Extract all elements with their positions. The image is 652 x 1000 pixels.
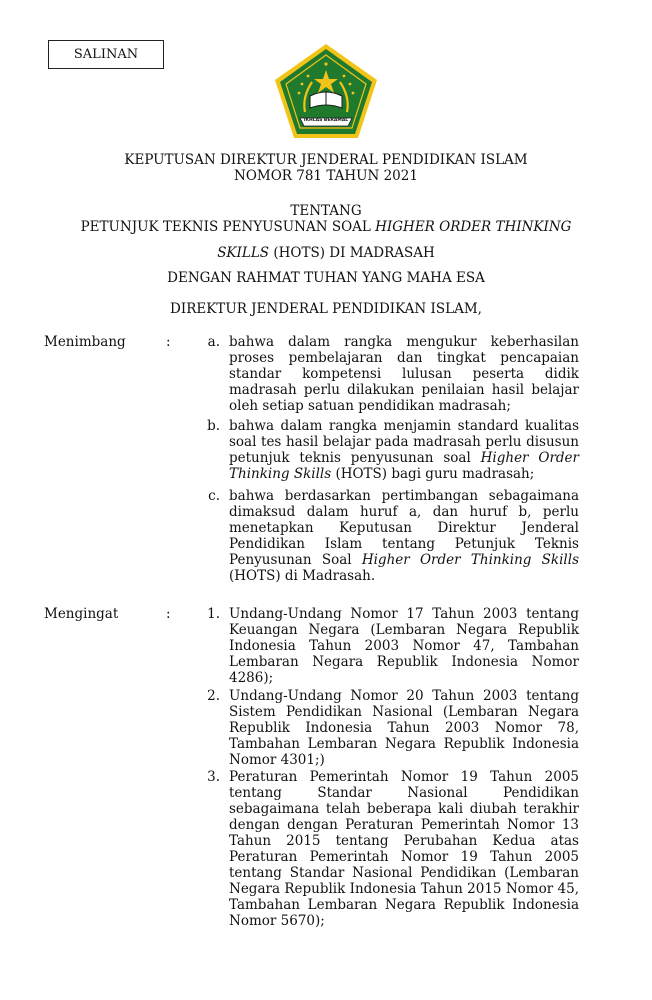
text-part: bahwa berdasarkan pertimbangan sebagaimana dimaksud dalam huruf a, dan huruf b, perlu menetapkan Keputusan Direktur Jenderal Pendidikan Islam tentang Petunjuk Teknis Penyusunan Soal bbox=[229, 488, 579, 568]
item-text: Peraturan Pemerintah Nomor 19 Tahun 2005 tentang Standar Nasional Pendidikan sebagaimana telah beberapa kali diubah terakhir dengan dengan Peraturan Pemerintah Nomor 13 Tahun 2015 tentang Perubahan Kedua atas Peraturan Pemerintah Nomor 19 Tahun 2005 tentang Standar Nasional Pendidikan (Lembaran Negara Republik Indonesia Tahun 2015 Nomor 45, Tambahan Lembaran Negara Republik Indonesia Nomor 5670); bbox=[229, 769, 579, 929]
decree-number: NOMOR 781 TAHUN 2021 bbox=[234, 168, 418, 184]
decree-title-line2 bbox=[0, 245, 652, 261]
item-text: bahwa dalam rangka mengukur keberhasilan proses pembelajaran dan tingkat pencapaian standar kompetensi lulusan peserta didik madrasah perlu dilakukan penilaian hasil belajar oleh setiap satuan pendidikan madrasah; bbox=[229, 334, 579, 414]
mengingat-item-2 bbox=[196, 688, 579, 768]
menimbang-label: Menimbang bbox=[44, 334, 126, 350]
text-part: bahwa dalam rangka menjamin standard kualitas soal tes hasil belajar pada madrasah perlu disusun petunjuk teknis penyusunan soal bbox=[229, 418, 579, 466]
mengingat-colon: : bbox=[166, 606, 171, 622]
menimbang-item-c bbox=[196, 488, 579, 584]
text-italic: Higher Order Thinking Skills bbox=[229, 450, 579, 482]
item-marker: b. bbox=[207, 418, 220, 434]
decree-title-line1 bbox=[0, 219, 652, 235]
menimbang-colon: : bbox=[166, 334, 171, 350]
item-text bbox=[229, 418, 579, 482]
decree-heading: KEPUTUSAN DIREKTUR JENDERAL PENDIDIKAN ISLAM bbox=[124, 152, 528, 168]
title-part: PETUNJUK TEKNIS PENYUSUNAN SOAL bbox=[80, 219, 376, 235]
item-text: Undang-Undang Nomor 17 Tahun 2003 tentang Keuangan Negara (Lembaran Negara Republik Indonesia Tahun 2003 Nomor 47, Tambahan Lembaran Negara Republik Indonesia Nomor 4286); bbox=[229, 606, 579, 686]
text-italic: Higher Order Thinking Skills bbox=[361, 552, 579, 568]
text-part: (HOTS) bagi guru madrasah; bbox=[331, 466, 535, 482]
mengingat-item-3 bbox=[196, 769, 579, 929]
item-marker: c. bbox=[208, 488, 220, 504]
mengingat-item-1 bbox=[196, 606, 579, 686]
tentang-heading: TENTANG bbox=[290, 203, 362, 219]
title-italic: SKILLS bbox=[217, 245, 270, 261]
item-marker: 3. bbox=[207, 769, 220, 785]
menimbang-item-a bbox=[196, 334, 579, 414]
mengingat-label: Mengingat bbox=[44, 606, 119, 622]
item-text: Undang-Undang Nomor 20 Tahun 2003 tentang Sistem Pendidikan Nasional (Lembaran Negara Republik Indonesia Tahun 2003 Nomor 78, Tambahan Lembaran Negara Republik Indonesia Nomor 4301;) bbox=[229, 688, 579, 768]
emblem-motto: IKHLAS BERAMAL bbox=[303, 118, 349, 123]
title-part: (HOTS) DI MADRASAH bbox=[269, 245, 435, 261]
item-marker: a. bbox=[207, 334, 220, 350]
ministry-emblem-logo bbox=[272, 42, 380, 140]
salinan-stamp: SALINAN bbox=[48, 40, 164, 69]
director-line: DIREKTUR JENDERAL PENDIDIKAN ISLAM, bbox=[170, 301, 482, 317]
item-text bbox=[229, 488, 579, 584]
text-part: (HOTS) di Madrasah. bbox=[229, 568, 376, 584]
menimbang-item-b bbox=[196, 418, 579, 482]
rahmat-line: DENGAN RAHMAT TUHAN YANG MAHA ESA bbox=[167, 270, 485, 286]
item-marker: 2. bbox=[207, 688, 220, 704]
title-italic: HIGHER ORDER THINKING bbox=[375, 219, 572, 235]
item-marker: 1. bbox=[207, 606, 220, 622]
